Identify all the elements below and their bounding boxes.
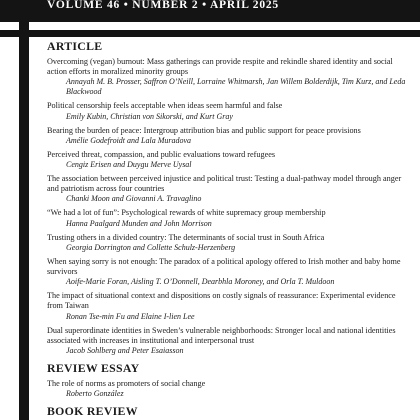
toc-entry — [47, 57, 413, 97]
article-title: Political censorship feels acceptable when ideas seem harmful and false — [47, 101, 283, 111]
left-vertical-rule — [19, 0, 29, 420]
article-authors: Ronan Tse-min Fu and Elaine I-lien Lee — [66, 311, 195, 321]
article-authors: Chanki Moon and Giovanni A. Travaglino — [66, 194, 202, 204]
toc-section — [47, 39, 413, 356]
article-title: Overcoming (vegan) burnout: Mass gatherings can provide respite and rekindle shared identity and social action efforts in moralized minority groups — [47, 57, 393, 77]
article-authors: Roberto González — [66, 389, 124, 399]
article-title: Trusting others in a divided country: The determinants of social trust in South Africa — [47, 232, 325, 242]
toc-section — [47, 361, 413, 399]
toc-entry — [47, 208, 413, 228]
article-title: The association between perceived injustice and political trust: Testing a dual-pathway model through anger and patriotism across four countries — [47, 174, 402, 194]
toc-entry — [47, 126, 413, 146]
table-of-contents — [47, 39, 413, 420]
issue-header-bar — [0, 0, 420, 22]
toc-entry — [47, 101, 413, 121]
horizontal-rule — [0, 30, 420, 37]
article-title: Dual superordinate identities in Sweden’s vulnerable neighborhoods: Stronger local and national identities associated with increases in institutional and interpersonal trust — [47, 325, 396, 345]
article-authors: Hanna Paalgard Munden and John Morrison — [66, 218, 212, 228]
toc-entry — [47, 326, 413, 356]
toc-entry — [47, 257, 413, 287]
section-heading: BOOK REVIEW — [47, 404, 138, 419]
article-title: When saying sorry is not enough: The paradox of a political apology offered to Irish mother and baby home survivors — [47, 256, 401, 277]
toc-entry — [47, 291, 413, 321]
article-title: The role of norms as promoters of social change — [47, 379, 206, 389]
article-authors: Annayah M. B. Prosser, Saffron O’Neill, Lorraine Whitmarsh, Jan Willem Bolderdijk, Tim Kurz, and Leda Blackwood — [66, 77, 406, 97]
section-heading: ARTICLE — [47, 39, 103, 53]
article-authors: Aoife-Marie Foran, Aisling T. O’Donnell, Dearbhla Moroney, and Orla T. Muldoon — [66, 277, 335, 287]
issue-line: VOLUME 46 • NUMBER 2 • APRIL 2025 — [47, 0, 279, 11]
article-title: “We had a lot of fun”: Psychological rewards of white supremacy group membership — [47, 208, 326, 218]
toc-entry — [47, 379, 413, 399]
article-title: Perceived threat, compassion, and public evaluations toward refugees — [47, 149, 276, 159]
toc-section — [47, 404, 413, 419]
article-authors: Cengiz Erisen and Duygu Merve Uysal — [66, 160, 192, 170]
article-authors: Jacob Sohlberg and Peter Esaiasson — [66, 346, 184, 356]
article-authors: Emily Kubin, Christian von Sikorski, and Kurt Gray — [66, 111, 233, 121]
article-authors: Georgia Dorrington and Collette Schulz-Herzenberg — [66, 242, 236, 252]
toc-entry — [47, 233, 413, 253]
toc-entry — [47, 174, 413, 204]
article-title: The impact of situational context and dispositions on costly signals of reassurance: Experimental evidence from Taiwan — [47, 291, 396, 311]
toc-entry — [47, 150, 413, 170]
article-authors: Amélie Godefroidt and Lala Muradova — [66, 135, 192, 145]
article-title: Bearing the burden of peace: Intergroup attribution bias and public support for peace provisions — [47, 125, 361, 135]
section-heading: REVIEW ESSAY — [47, 361, 140, 376]
